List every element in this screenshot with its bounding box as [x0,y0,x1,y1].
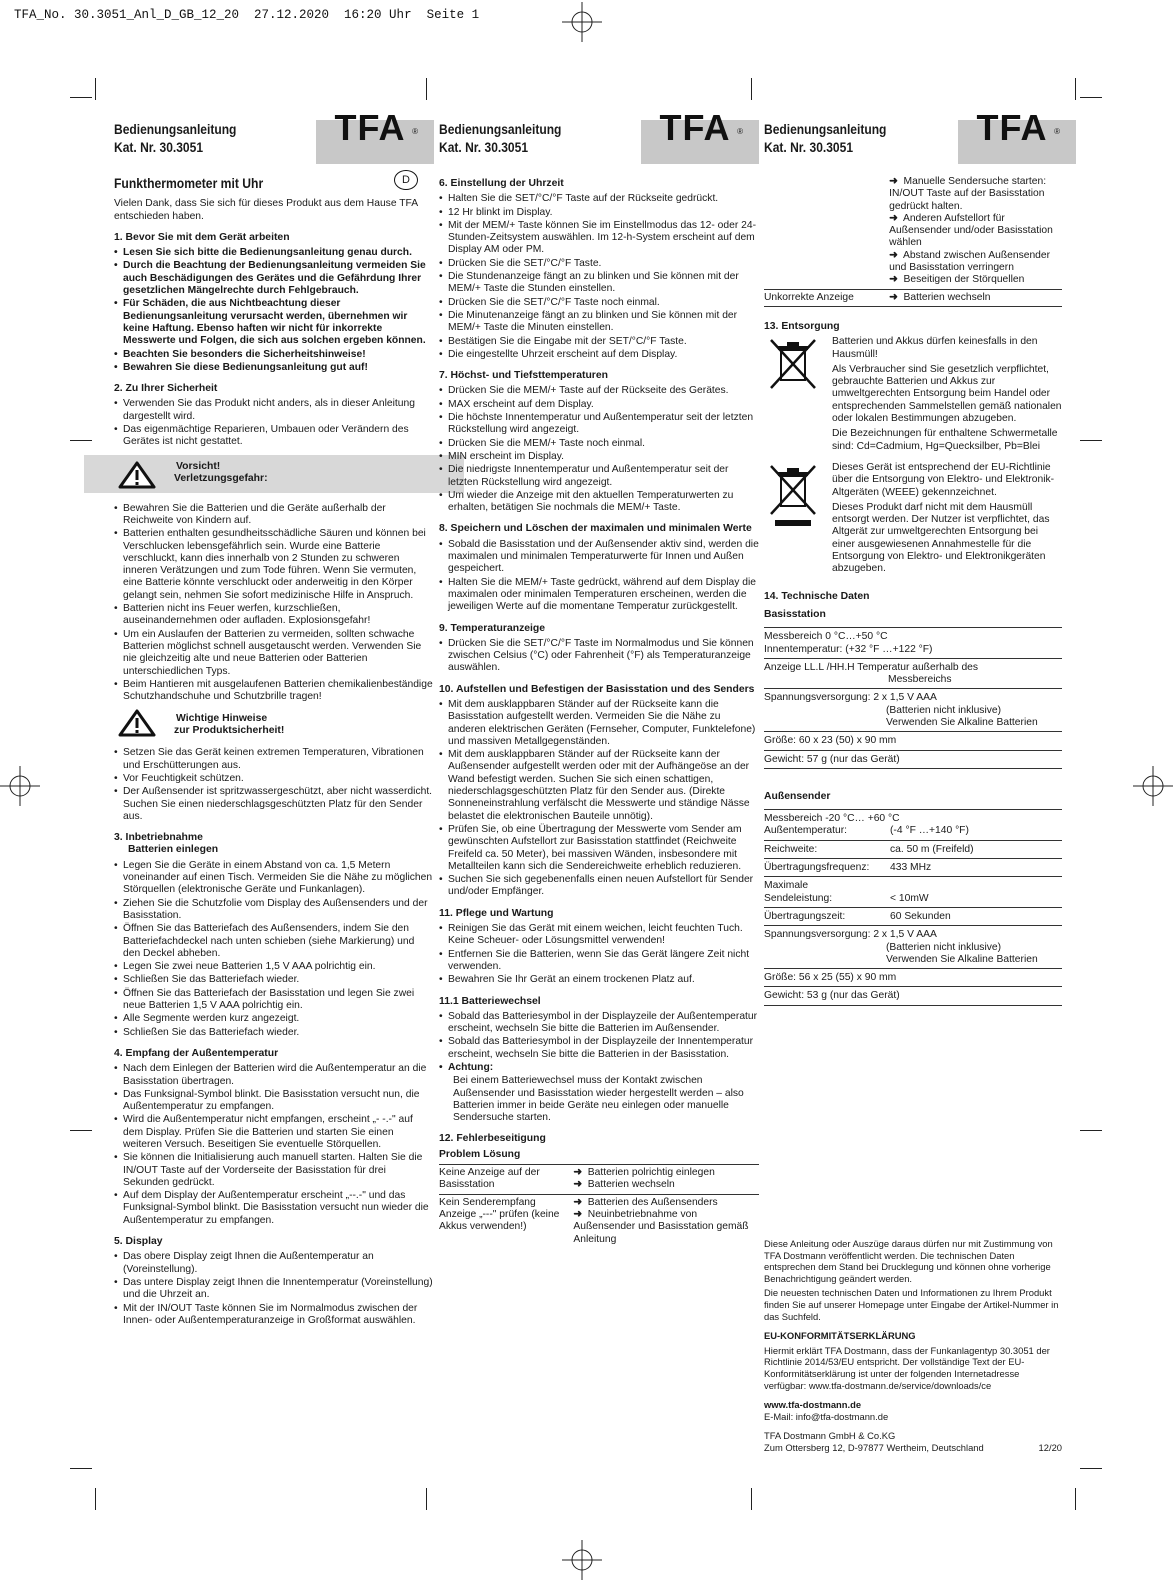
disposal-text: Batterien und Akkus dürfen keinesfalls in den Hausmüll! [832,336,1038,360]
list-item: • Öffnen Sie das Batteriefach des Außensenders, indem Sie den Batteriefachdeckel nach unten schieben (siehe Markierung) und den Deckel abheben. [114,923,434,960]
website-link[interactable]: www.tfa-dostmann.de [764,1399,862,1411]
section-3-subheading: Batterien einlegen [128,844,219,856]
registration-mark-icon [1133,766,1173,806]
legal-text: Diese Anleitung oder Auszüge daraus dürfen nur mit Zustimmung von TFA Dostmann veröffentlicht werden. Die technischen Daten entsprechen dem Stand bei Drucklegung und können ohne vorherige Benachrichtigung geändert werden. [764,1238,1053,1284]
hint-title: Wichtige Hinweise [176,713,268,725]
solution-cell: ➜ Batterien wechseln [889,291,991,303]
list-item: • Drücken Sie die SET/°C/°F Taste im Normalmodus und Sie können zwischen Celsius (°C) oder Fahrenheit (°F) als Temperaturanzeige auswählen. [439,638,759,675]
fold-mark [426,78,427,100]
country-badge: D [394,170,418,190]
list-item: • Mit der MEM/+ Taste können Sie im Einstellmodus das 12- oder 24-Stunden-Zeitsystem auswählen. Im 12-h-System erscheint auf dem Display AM oder PM. [439,220,759,257]
list-item: • Beim Hantieren mit ausgelaufenen Batterien chemikalienbeständige Schutzhandschuhe und Schutzbrille tragen! [114,679,434,704]
troubleshooting-header: Problem Lösung [439,1148,521,1160]
crossed-bin-icon [764,336,822,392]
list-item: • Das obere Display zeigt Ihnen die Außentemperatur an (Voreinstellung). [114,1251,434,1276]
page-header [439,107,759,168]
header-title: Bedienungsanleitung [439,121,562,137]
list-item: • Um wieder die Anzeige mit den aktuellen Temperaturwerten zu erhalten, betätigen Sie nochmals die MEM/+ Taste. [439,490,759,515]
print-slug: TFA_No. 30.3051_Anl_D_GB_12_20 27.12.2020 16:20 Uhr Seite 1 [14,8,480,22]
spec-row: Gewicht: 53 g (nur das Gerät) [764,986,1062,1005]
section-12-heading: 12. Fehlerbeseitigung [439,1133,546,1145]
list-item: • Bewahren Sie die Batterien und die Geräte außerhalb der Reichweite von Kindern auf. [114,503,434,528]
spec-row: Übertragungszeit: 60 Sekunden [764,907,1062,925]
list-item: • Bewahren Sie diese Bedienungsanleitung gut auf! [114,362,434,374]
legal-text: Die neuesten technischen Daten und Informationen zu Ihrem Produkt finden Sie auf unserer Homepage unter Eingabe der Artikel-Nummer in das Suchfeld. [764,1287,1059,1322]
list-item: • Legen Sie zwei neue Batterien 1,5 V AAA polrichtig ein. [114,961,434,973]
table-row [439,1194,759,1248]
disposal-text: Dieses Produkt darf nicht mit dem Hausmüll entsorgt werden. Der Nutzer ist verpflichtet, das Altgerät zur umweltgerechten Entsorgung bei einer ausgewiesenen Annahmestelle für die Entsorgung von Elektro- und Elektronikgeräten abzugeben. [832,501,1050,575]
header-title: Bedienungsanleitung [764,121,887,137]
list-item: • Lesen Sie sich bitte die Bedienungsanleitung genau durch. [114,247,434,259]
list-item: • Die Minutenanzeige fängt an zu blinken und Sie können mit der MEM/+ Taste die Minuten einstellen. [439,310,759,335]
header-catalog-number: Kat. Nr. 30.3051 [439,139,529,155]
list-item: • Das Funksignal-Symbol blinkt. Die Basisstation versucht nun, die Außentemperatur zu empfangen. [114,1089,434,1114]
list-item: • Drücken Sie die SET/°C/°F Taste noch einmal. [439,297,759,309]
problem-cell: Unkorrekte Anzeige [764,291,854,303]
page-header [114,107,434,168]
fold-mark [1080,1130,1102,1131]
solution-cell: ➜ Manuelle Sendersuche starten: IN/OUT Taste auf der Basisstation gedrückt halten. ➜ Anderen Aufstellort für Außensender und/oder Basisstation wählen ➜ Abstand zwischen Außensender und Basisstation verringern ➜ Beseitigen der Störquellen [889,176,1053,286]
column-3 [764,107,1062,1453]
intro-text: Vielen Dank, dass Sie sich für dieses Produkt aus dem Hause TFA entschieden haben. [114,198,418,222]
problem-cell: Keine Anzeige auf der Basisstation [439,1167,540,1191]
list-item: • Halten Sie die SET/°C/°F Taste auf der Rückseite gedrückt. [439,193,759,205]
base-station-heading: Basisstation [764,608,826,620]
column-1 [114,107,434,1328]
list-item: • Schließen Sie das Batteriefach wieder. [114,974,434,986]
warning-subtitle: Verletzungsgefahr: [174,472,268,484]
list-item: • Die eingestellte Uhrzeit erscheint auf dem Display. [439,349,759,361]
header-catalog-number: Kat. Nr. 30.3051 [764,139,854,155]
spec-row: Maximale Sendeleistung: < 10mW [764,876,1062,907]
list-item: • Alle Segmente werden kurz angezeigt. [114,1013,434,1025]
section-13-heading: 13. Entsorgung [764,320,840,332]
eu-declaration-text: Hiermit erklärt TFA Dostmann, dass der Funkanlagentyp 30.3051 der Richtlinie 2014/53/EU entspricht. Der vollständige Text der EU-Konformitätserklärung ist unter der folgenden Internetadresse verfügbar: www.tfa-dostmann.de/service/downloads/ce [764,1344,1050,1391]
list-item: • Beachten Sie besonders die Sicherheitshinweise! [114,349,434,361]
fold-mark [70,1130,92,1131]
section-9-list [439,638,759,675]
list-item: • Nach dem Einlegen der Batterien wird die Außentemperatur an die Basisstation übertragen. [114,1063,434,1088]
section-11-1-list [439,1011,759,1074]
troubleshooting-table-continued [764,174,1062,307]
list-item: • Drücken Sie die MEM/+ Taste auf der Rückseite des Gerätes. [439,385,759,397]
section-9-heading: 9. Temperaturanzeige [439,622,546,634]
section-1-heading: 1. Bevor Sie mit dem Gerät arbeiten [114,231,290,243]
section-2-list [114,398,434,448]
fold-mark [70,440,92,441]
list-item: • Auf dem Display der Außentemperatur erscheint „--.-" und das Funksignal-Symbol blinkt. Die Basisstation versucht nun wieder die Außentemperatur zu empfangen. [114,1190,434,1227]
section-11-heading: 11. Pflege und Wartung [439,907,554,919]
list-item: • Sobald das Batteriesymbol in der Displayzeile der Innentemperatur erscheint, wechseln Sie bitte die Batterien in der Basisstation. [439,1036,759,1061]
email-link[interactable]: E-Mail: info@tfa-dostmann.de [764,1410,889,1422]
company-name: TFA Dostmann GmbH & Co.KG [764,1430,896,1442]
section-7-list [439,385,759,514]
list-item: • Drücken Sie die MEM/+ Taste noch einmal. [439,438,759,450]
weee-block [764,462,1062,579]
list-item: • Öffnen Sie das Batteriefach der Basisstation und legen Sie zwei neue Batterien 1,5 V AAA polrichtig ein. [114,988,434,1013]
list-item: • Wird die Außentemperatur nicht empfangen, erscheint „- -.-" auf dem Display. Prüfen Sie die Batterien und starten Sie einen weiteren Versuch. Beseitigen Sie eventuelle Störquellen. [114,1114,434,1151]
disposal-text: Die Bezeichnungen für enthaltene Schwermetalle sind: Cd=Cadmium, Hg=Quecksilber, Pb=Blei [832,428,1058,452]
product-title: Funkthermometer mit Uhr [114,176,264,191]
registration-mark-icon [562,1540,602,1580]
attention-text: Bei einem Batteriewechsel muss der Kontakt zwischen Außensender und Basisstation wieder hergestellt werden – also Batterien immer in beide Geräte neu einlegen oder manuelle Sendersuche starten. [453,1075,744,1124]
address-line: Zum Ottersberg 12, D-97877 Wertheim, Deutschland 12/20 [764,1441,1062,1453]
section-11-1-heading: 11.1 Batteriewechsel [439,995,541,1007]
section-5-list [114,1251,434,1327]
fold-mark [751,1488,752,1510]
print-date: 12/20 [1038,1441,1062,1453]
registration-mark-icon [562,2,602,42]
tfa-logo: TFA ® [641,120,759,164]
list-item: • Batterien nicht ins Feuer werfen, kurzschließen, auseinandernehmen oder aufladen. Explosionsgefahr! [114,603,434,628]
spec-row: Messbereich 0 °C…+50 °C Innentemperatur: (+32 °F …+122 °F) [764,627,1062,658]
list-item: • Um ein Auslaufen der Batterien zu vermeiden, sollten schwache Batterien möglichst schnell ausgetauscht werden. Verwenden Sie nie gleichzeitig alte und neue Batterien oder Batterien unterschiedlichen Typs. [114,629,434,678]
warning-title: Vorsicht! [176,460,221,472]
list-item: • Verwenden Sie das Produkt nicht anders, als in dieser Anleitung dargestellt wird. [114,398,434,423]
troubleshooting-table [439,1164,759,1248]
disposal-text: Dieses Gerät ist entsprechend der EU-Richtlinie über die Entsorgung von Elektro- und Elektronik-Altgeräten (WEEE) gekennzeichnet. [832,461,1055,498]
spec-row: Spannungsversorgung: 2 x 1,5 V AAA (Batterien nicht inklusive) Verwenden Sie Alkaline Batterien [764,688,1062,731]
list-item: • Ziehen Sie die Schutzfolie vom Display des Außensenders und der Basisstation. [114,898,434,923]
battery-disposal-block [764,336,1062,456]
registration-mark-icon [0,766,40,806]
crop-mark [70,97,92,98]
table-row [764,289,1062,306]
header-catalog-number: Kat. Nr. 30.3051 [114,139,204,155]
list-item: • Mit der IN/OUT Taste können Sie im Normalmodus zwischen der Innen- oder Außentemperaturanzeige in Großformat auswählen. [114,1303,434,1328]
list-item: • Bestätigen Sie die Eingabe mit der SET/°C/°F Taste. [439,336,759,348]
warning-list [114,503,434,704]
warning-banner [84,455,464,493]
header-title: Bedienungsanleitung [114,121,237,137]
spec-row: Gewicht: 57 g (nur das Gerät) [764,750,1062,769]
section-14-heading: 14. Technische Daten [764,590,870,602]
spec-row: Übertragungsfrequenz: 433 MHz [764,858,1062,876]
list-item: • Das untere Display zeigt Ihnen die Innentemperatur (Voreinstellung) und die Uhrzeit an. [114,1277,434,1302]
base-station-specs [764,627,1062,769]
list-item: • Entfernen Sie die Batterien, wenn Sie das Gerät längere Zeit nicht verwenden. [439,949,759,974]
spec-row: Spannungsversorgung: 2 x 1,5 V AAA (Batterien nicht inklusive) Verwenden Sie Alkaline Batterien [764,925,1062,968]
list-item: • Drücken Sie die SET/°C/°F Taste. [439,258,759,270]
list-item: • Vor Feuchtigkeit schützen. [114,773,434,785]
list-item: • MIN erscheint im Display. [439,451,759,463]
spec-row: Größe: 56 x 25 (55) x 90 mm [764,968,1062,986]
solution-cell: ➜ Batterien polrichtig einlegen ➜ Batterien wechseln [573,1167,715,1191]
list-item: • Durch die Beachtung der Bedienungsanleitung vermeiden Sie auch Beschädigungen des Gerätes und die Gefährdung Ihrer gesetzlichen Mängelrechte durch Fehlgebrauch. [114,260,434,297]
crop-mark [1080,1468,1102,1469]
list-item: • Bewahren Sie Ihr Gerät an einem trockenen Platz auf. [439,974,759,986]
list-item: • MAX erscheint auf dem Display. [439,399,759,411]
spec-row: Messbereich -20 °C… +60 °C Außentemperatur: (-4 °F …+140 °F) [764,809,1062,840]
table-row [764,174,1062,289]
list-item: • Sobald das Batteriesymbol in der Displayzeile der Außentemperatur erscheint, wechseln Sie bitte die Batterien im Außensender. [439,1011,759,1036]
hint-subtitle: zur Produktsicherheit! [174,725,285,737]
warning-triangle-icon [118,709,156,737]
spec-row: Reichweite: ca. 50 m (Freifeld) [764,840,1062,858]
section-10-heading: 10. Aufstellen und Befestigen der Basisstation und des Senders [439,683,755,695]
column-2 [439,107,759,1248]
list-item: • Halten Sie die MEM/+ Taste gedrückt, während auf dem Display die maximalen oder minimalen Temperaturen erscheinen, werden die jeweiligen Werte auf die momentane Temperatur zurückgestellt. [439,577,759,614]
list-item: • Für Schäden, die aus Nichtbeachtung dieser Bedienungsanleitung verursacht werden, übernehmen wir keine Haftung. Ebenso haften wir nicht für inkorrekte Messwerte und Folgen, die sich aus solchen ergeben können. [114,298,434,347]
list-item: • Schließen Sie das Batteriefach wieder. [114,1027,434,1039]
section-2-heading: 2. Zu Ihrer Sicherheit [114,383,218,395]
list-item: • Das eigenmächtige Reparieren, Umbauen oder Verändern des Gerätes ist nicht gestattet. [114,424,434,449]
list-item: • Suchen Sie sich gegebenenfalls einen neuen Aufstellort für Sender und/oder Empfänger. [439,874,759,899]
crop-mark [1075,78,1076,100]
list-item: • Reinigen Sie das Gerät mit einem weichen, leicht feuchten Tuch. Keine Scheuer- oder Lösungsmittel verwenden! [439,923,759,948]
fold-mark [1080,440,1102,441]
list-item: • Sobald die Basisstation und der Außensender aktiv sind, werden die maximalen und minimalen Temperaturwerte für Innen und Außen gespeichert. [439,539,759,576]
disposal-text: Als Verbraucher sind Sie gesetzlich verpflichtet, gebrauchte Batterien und Akkus zur umweltgerechten Entsorgung beim Handel oder entsprechenden Sammelstellen gemäß nationalen oder lokalen Bestimmungen abzugeben. [832,363,1062,425]
list-item: • Mit dem ausklappbaren Ständer auf der Rückseite kann die Basisstation aufgestellt werden. Vermeiden Sie die Nähe zu anderen elektrischen Geräten (Fernseher, Computer, Funktelefone) und massiven Metallgegenständen. [439,699,759,748]
crop-mark [95,1488,96,1510]
section-6-heading: 6. Einstellung der Uhrzeit [439,178,564,189]
spec-row: Größe: 60 x 23 (50) x 90 mm [764,731,1062,749]
section-7-heading: 7. Höchst- und Tiefsttemperaturen [439,370,608,382]
list-item: • Der Außensender ist spritzwassergeschützt, aber nicht wasserdicht. Suchen Sie einen niederschlagsgeschützten Platz für den Sender aus. [114,786,434,823]
crop-mark [1080,97,1102,98]
tfa-logo: TFA ® [958,120,1076,164]
section-8-heading: 8. Speichern und Löschen der maximalen und minimalen Werte [439,523,752,535]
hint-list [114,747,434,823]
list-item: • 12 Hr blinkt im Display. [439,207,759,219]
attention-label: • Achtung: [439,1062,759,1074]
safety-hint-banner [114,709,434,743]
list-item: • Sie können die Initialisierung auch manuell starten. Halten Sie die IN/OUT Taste auf der Vorderseite der Basisstation für drei Sekunden gedrückt. [114,1152,434,1189]
crop-mark [70,1468,92,1469]
section-3-heading: 3. Inbetriebnahme [114,832,203,844]
problem-cell: Kein Senderempfang Anzeige „---" prüfen (keine Akkus verwenden!) [439,1196,560,1233]
section-5-heading: 5. Display [114,1236,163,1248]
crop-mark [1075,1488,1076,1510]
page-header [764,107,1062,168]
outdoor-sender-specs [764,809,1062,1006]
section-4-list [114,1063,434,1227]
list-item: • Die niedrigste Innentemperatur und Außentemperatur seit der letzten Rückstellung wird angezeigt. [439,464,759,489]
table-row [439,1165,759,1195]
section-8-list [439,539,759,614]
eu-declaration-heading: EU-KONFORMITÄTSERKLÄRUNG [764,1330,916,1342]
solution-cell: ➜ Batterien des Außensenders ➜ Neuinbetriebnahme von Außensender und Basisstation gemäß Anleitung [573,1196,749,1245]
fold-mark [751,78,752,100]
list-item: • Setzen Sie das Gerät keinen extremen Temperaturen, Vibrationen und Erschütterungen aus. [114,747,434,772]
outdoor-sender-heading: Außensender [764,790,831,802]
crop-mark [95,78,96,100]
section-1-list [114,247,434,374]
section-11-list [439,923,759,986]
section-10-list [439,699,759,899]
list-item: • Prüfen Sie, ob eine Übertragung der Messwerte vom Sender am gewünschten Aufstellort zur Basisstation stattfindet (Reichweite Freifeld ca. 50 Meter), bei massiven Wänden, insbesondere mit Metallteilen kann sich die Sendereichweite erheblich reduzieren. [439,824,759,873]
list-item: • Mit dem ausklappbaren Ständer auf der Rückseite kann der Außensender aufgestellt werden oder mit der Aufhängeöse an der Wand befestigt werden. Suchen Sie sich einen schattigen, niederschlagsgeschützten Platz für den Sender aus. (Direkte Sonneneinstrahlung verfälscht die Messwerte und ständige Nässe belastet die elektronischen Bauteile unnötig). [439,749,759,823]
section-4-heading: 4. Empfang der Außentemperatur [114,1047,279,1059]
list-item: • Legen Sie die Geräte in einem Abstand von ca. 1,5 Metern voneinander auf einen Tisch. Vermeiden Sie die Nähe zu möglichen Störquellen (elektronische Geräte und Funkanlagen). [114,860,434,897]
tfa-logo: TFA ® [316,120,434,164]
weee-bin-icon [764,462,822,528]
section-3-list [114,860,434,1039]
list-item: • Batterien enthalten gesundheitsschädliche Säuren und können bei Verschlucken lebensgefährlich sein. Wurde eine Batterie verschluckt, kann dies innerhalb von 2 Stunden zu schweren inneren Verätzungen und zum Tode führen. Wenn Sie vermuten, eine Batterie könnte verschluckt oder anderweitig in den Körper gelangt sein, nehmen Sie sofort medizinische Hilfe in Anspruch. [114,528,434,602]
spec-row: Anzeige LL.L /HH.H Temperatur außerhalb des Messbereichs [764,658,1062,689]
list-item: • Die höchste Innentemperatur und Außentemperatur seit der letzten Rückstellung wird angezeigt. [439,412,759,437]
warning-triangle-icon [118,461,156,489]
legal-footer [764,1238,1062,1454]
list-item: • Die Stundenanzeige fängt an zu blinken und Sie können mit der MEM/+ Taste die Stunden einstellen. [439,271,759,296]
section-6-list [439,193,759,361]
fold-mark [426,1488,427,1510]
